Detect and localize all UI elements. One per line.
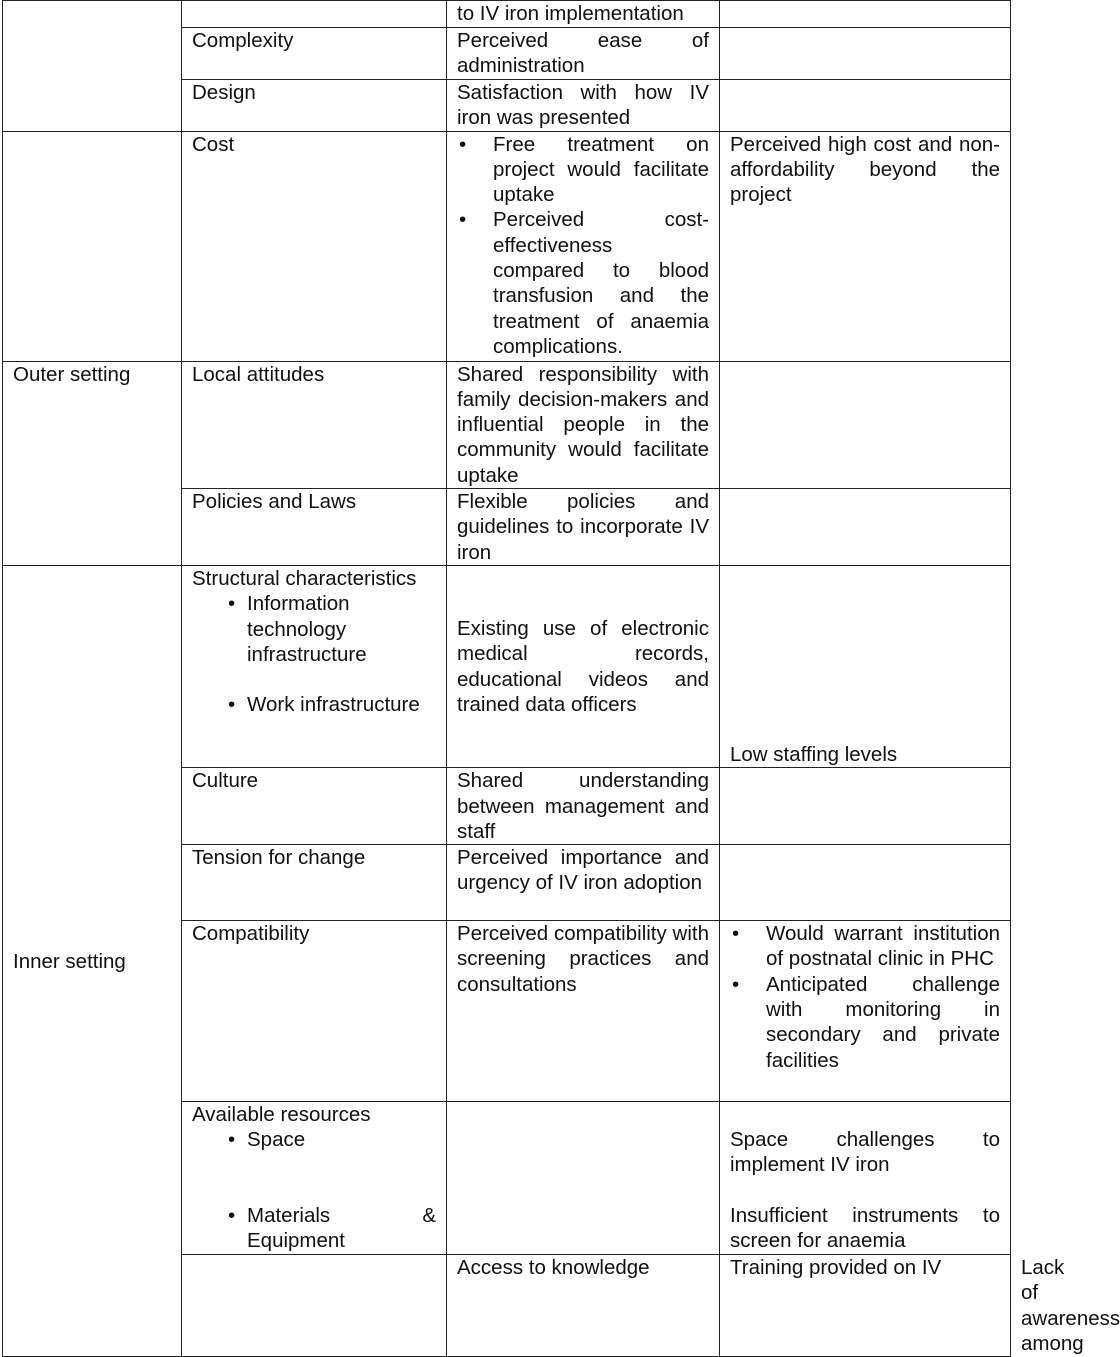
sub-construct-item: • Information technology infrastructure bbox=[228, 592, 367, 666]
barrier-cell bbox=[720, 79, 1011, 131]
construct-cell: Design bbox=[182, 79, 447, 131]
facilitator-cell bbox=[447, 565, 720, 767]
bullet-icon: • bbox=[228, 1203, 236, 1227]
barrier-text: Low staffing levels bbox=[730, 742, 898, 766]
sub-construct-item: • Work infrastructure bbox=[228, 693, 420, 717]
barrier-text: Insufficient instruments to screen for anaemia bbox=[730, 1203, 1000, 1253]
facilitator-cell: Perceived ease of administration bbox=[447, 28, 720, 80]
list-item: • Perceived cost-effectiveness compared to blood transfusion and the treatment of anaemia complications. bbox=[457, 207, 709, 359]
table-row bbox=[3, 361, 1011, 488]
barrier-text: Space challenges to implement IV iron bbox=[730, 1128, 1000, 1177]
domain-cell bbox=[3, 131, 182, 361]
domain-cell: Outer setting bbox=[3, 361, 182, 565]
table-row bbox=[3, 1, 1011, 28]
construct-title: Structural characteristics bbox=[192, 566, 417, 590]
barrier-cell bbox=[720, 1102, 1011, 1255]
barrier-cell bbox=[720, 921, 1011, 1102]
barrier-cell bbox=[720, 845, 1011, 921]
table-row bbox=[3, 565, 1011, 767]
facilitator-cell: Shared understanding between management and staff bbox=[447, 768, 720, 845]
sub-construct-item: • Space bbox=[228, 1128, 306, 1152]
facilitator-cell: Flexible policies and guidelines to incorporate IV iron bbox=[447, 489, 720, 566]
facilitator-cell: to IV iron implementation bbox=[447, 1, 720, 28]
construct-cell: Cost bbox=[182, 131, 447, 361]
facilitator-cell: Training provided on IV bbox=[720, 1255, 1011, 1357]
barrier-cell bbox=[720, 489, 1011, 566]
barrier-cell bbox=[720, 1, 1011, 28]
table-row: Access to knowledge Training provided on IV Lack of awareness among bbox=[3, 1255, 1011, 1357]
list-item: • Would warrant institution of postnatal clinic in PHC bbox=[730, 921, 1000, 972]
spacer bbox=[228, 1178, 436, 1203]
construct-cell: Tension for change bbox=[182, 845, 447, 921]
facilitator-list bbox=[457, 132, 709, 360]
domain-cell: Inner setting bbox=[3, 565, 182, 1356]
facilitator-cell: Perceived importance and urgency of IV iron adoption bbox=[447, 845, 720, 921]
sub-construct-list bbox=[228, 1127, 436, 1253]
barrier-cell: Perceived high cost and non-affordability beyond the project bbox=[720, 131, 1011, 361]
table-row bbox=[3, 131, 1011, 361]
bullet-icon: • bbox=[228, 1128, 236, 1152]
cfir-table bbox=[2, 0, 1120, 1357]
spacer bbox=[228, 1153, 436, 1178]
construct-cell: Culture bbox=[182, 768, 447, 845]
sub-construct-list bbox=[228, 591, 436, 717]
barrier-cell bbox=[720, 28, 1011, 80]
construct-cell: Compatibility bbox=[182, 921, 447, 1102]
cfir-table-container bbox=[2, 0, 1120, 1357]
barrier-cell bbox=[720, 565, 1011, 767]
domain-cell bbox=[3, 1, 182, 132]
bullet-icon: • bbox=[228, 592, 236, 616]
barrier-cell bbox=[720, 361, 1011, 488]
construct-title: Available resources bbox=[192, 1103, 371, 1127]
barrier-cell bbox=[720, 768, 1011, 845]
facilitator-cell bbox=[447, 1102, 720, 1255]
facilitator-cell bbox=[447, 131, 720, 361]
facilitator-cell: Perceived compatibility with screening practices and consultations bbox=[447, 921, 720, 1102]
bullet-icon: • bbox=[228, 693, 236, 717]
construct-cell bbox=[182, 565, 447, 767]
construct-cell: Local attitudes bbox=[182, 361, 447, 488]
construct-cell: Policies and Laws bbox=[182, 489, 447, 566]
construct-cell bbox=[182, 1102, 447, 1255]
list-item: • Free treatment on project would facilitate uptake bbox=[457, 132, 709, 208]
facilitator-cell: Shared responsibility with family decision-makers and influential people in the community would facilitate uptake bbox=[447, 361, 720, 488]
sub-construct-item: • Materials & Equipment bbox=[228, 1203, 436, 1253]
construct-cell: Access to knowledge bbox=[447, 1255, 720, 1357]
barrier-list bbox=[730, 921, 1000, 1073]
facilitator-cell: Satisfaction with how IV iron was presented bbox=[447, 79, 720, 131]
construct-cell bbox=[182, 1, 447, 28]
list-item: • Anticipated challenge with monitoring in secondary and private facilities bbox=[730, 972, 1000, 1073]
facilitator-text: Existing use of electronic medical records, educational videos and trained data officers bbox=[457, 616, 709, 716]
domain-cell bbox=[182, 1255, 447, 1357]
spacer bbox=[228, 667, 436, 692]
construct-cell: Complexity bbox=[182, 28, 447, 80]
